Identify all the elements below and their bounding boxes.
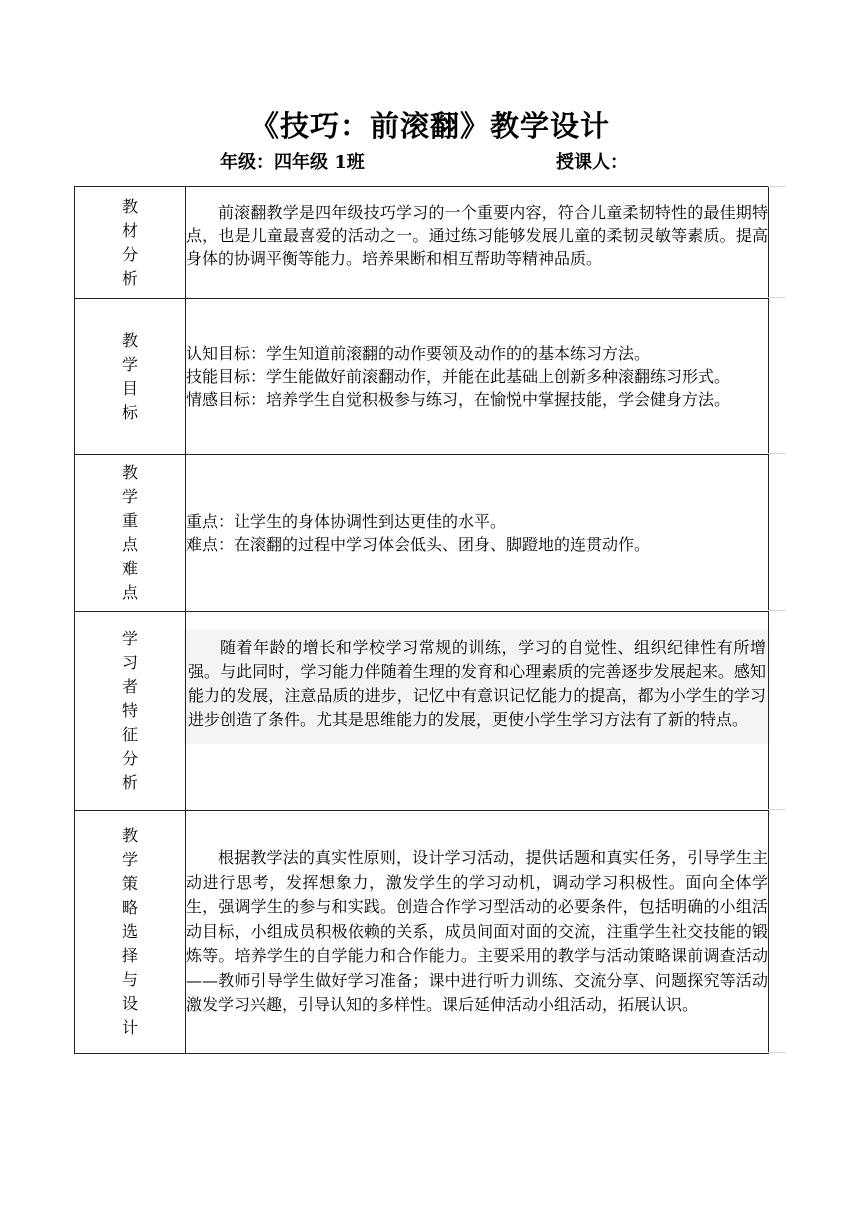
label-char: 策	[121, 874, 138, 893]
label-char: 特	[121, 701, 138, 720]
table-edge-line	[768, 809, 786, 810]
content-textbook-analysis	[186, 187, 769, 299]
label-textbook-analysis	[75, 187, 186, 299]
vertical-label	[75, 195, 185, 291]
document-title: 《技巧：前滚翻》教学设计	[249, 109, 610, 143]
label-char: 分	[121, 749, 138, 768]
content-teaching-objectives	[186, 299, 769, 455]
vertical-label	[75, 461, 185, 605]
label-char: 者	[121, 677, 138, 696]
label-teaching-objectives	[75, 299, 186, 455]
label-char: 难	[121, 559, 138, 578]
label-char: 教	[121, 196, 138, 216]
row-teaching-objectives	[75, 299, 769, 455]
grade-class-line: 年级：四年级 1班	[220, 152, 365, 173]
label-char: 学	[121, 850, 138, 869]
objective-skill: 技能目标：学生能做好前滚翻动作，并能在此基础上创新多种滚翻练习形式。	[186, 367, 731, 386]
label-char: 学	[121, 487, 138, 506]
row-key-difficult-points	[75, 455, 769, 612]
label-char: 教	[121, 826, 138, 845]
label-char: 点	[121, 535, 138, 554]
label-char: 教	[121, 330, 138, 350]
label-char: 分	[121, 244, 138, 264]
objective-affective: 情感目标：培养学生自觉积极参与练习，在愉悦中掌握技能，学会健身方法。	[186, 390, 731, 409]
vertical-label	[75, 329, 185, 425]
label-teaching-strategy	[75, 811, 186, 1054]
label-char: 择	[121, 946, 138, 965]
label-char: 析	[121, 773, 138, 792]
table-edge-line	[768, 610, 786, 611]
lesson-plan-table	[74, 186, 769, 1054]
row-textbook-analysis	[75, 187, 769, 299]
label-char: 设	[121, 994, 138, 1013]
content-key-difficult-points	[186, 455, 769, 612]
table-edge-line	[768, 186, 786, 187]
label-key-difficult-points	[75, 455, 186, 612]
table-edge-line	[768, 297, 786, 298]
difficult-point: 难点：在滚翻的过程中学习体会低头、团身、脚蹬地的连贯动作。	[186, 535, 651, 554]
label-char: 学	[121, 354, 138, 374]
label-char: 习	[121, 653, 138, 672]
paragraph: 根据教学法的真实性原则，设计学习活动，提供话题和真实任务，引导学生主动进行思考，发挥想象力，激发学生的学习动机，调动学习积极性。面向全体学生，强调学生的参与和实践。创造合作学习型活动的必要条件，包括明确的小组活动目标，小组成员积极依赖的关系，成员间面对面的交流，注重学生社交技能的锻炼等。培养学生的自学能力和合作能力。主要采用的教学与活动策略课前调查活动——教师引导学生做好学习准备；课中进行听力训练、交流分享、问题探究等活动激发学习兴趣，引导认知的多样性。课后延伸活动小组活动，拓展认识。	[186, 848, 768, 1015]
label-char: 学	[121, 629, 138, 648]
key-point: 重点：让学生的身体协调性到达更佳的水平。	[186, 512, 507, 531]
table-edge-line	[768, 1052, 786, 1053]
table-edge-line	[768, 453, 786, 454]
label-learner-analysis	[75, 612, 186, 811]
content-teaching-strategy	[186, 811, 769, 1054]
label-char: 目	[121, 378, 138, 398]
vertical-label	[75, 824, 185, 1040]
label-char: 教	[121, 463, 138, 482]
label-char: 材	[121, 220, 138, 240]
label-char: 略	[121, 898, 138, 917]
content-learner-analysis	[186, 612, 769, 811]
label-char: 点	[121, 583, 138, 602]
row-teaching-strategy	[75, 811, 769, 1054]
row-learner-analysis	[75, 612, 769, 811]
label-char: 征	[121, 725, 138, 744]
objective-cognitive: 认知目标：学生知道前滚翻的动作要领及动作的的基本练习方法。	[186, 344, 651, 363]
paragraph: 随着年龄的增长和学校学习常规的训练，学习的自觉性、组织纪律性有所增强。与此同时，学习能力伴随着生理的发育和心理素质的完善逐步发展起来。感知能力的发展，注意品质的进步，记忆中有意识记忆能力的提高，都为小学生的学习进步创造了条件。尤其是思维能力的发展，更使小学生学习方法有了新的特点。	[188, 638, 766, 729]
shaded-block	[184, 630, 770, 744]
teacher-line: 授课人：	[556, 152, 628, 173]
label-char: 与	[121, 970, 138, 989]
label-char: 析	[121, 268, 138, 288]
label-char: 选	[121, 922, 138, 941]
vertical-label	[75, 627, 185, 795]
label-char: 标	[121, 402, 138, 422]
label-char: 重	[121, 511, 138, 530]
paragraph: 前滚翻教学是四年级技巧学习的一个重要内容，符合儿童柔韧特性的最佳期特点，也是儿童最喜爱的活动之一。通过练习能够发展儿童的柔韧灵敏等素质。提高身体的协调平衡等能力。培养果断和相互帮助等精神品质。	[186, 203, 768, 268]
label-char: 计	[121, 1018, 138, 1037]
